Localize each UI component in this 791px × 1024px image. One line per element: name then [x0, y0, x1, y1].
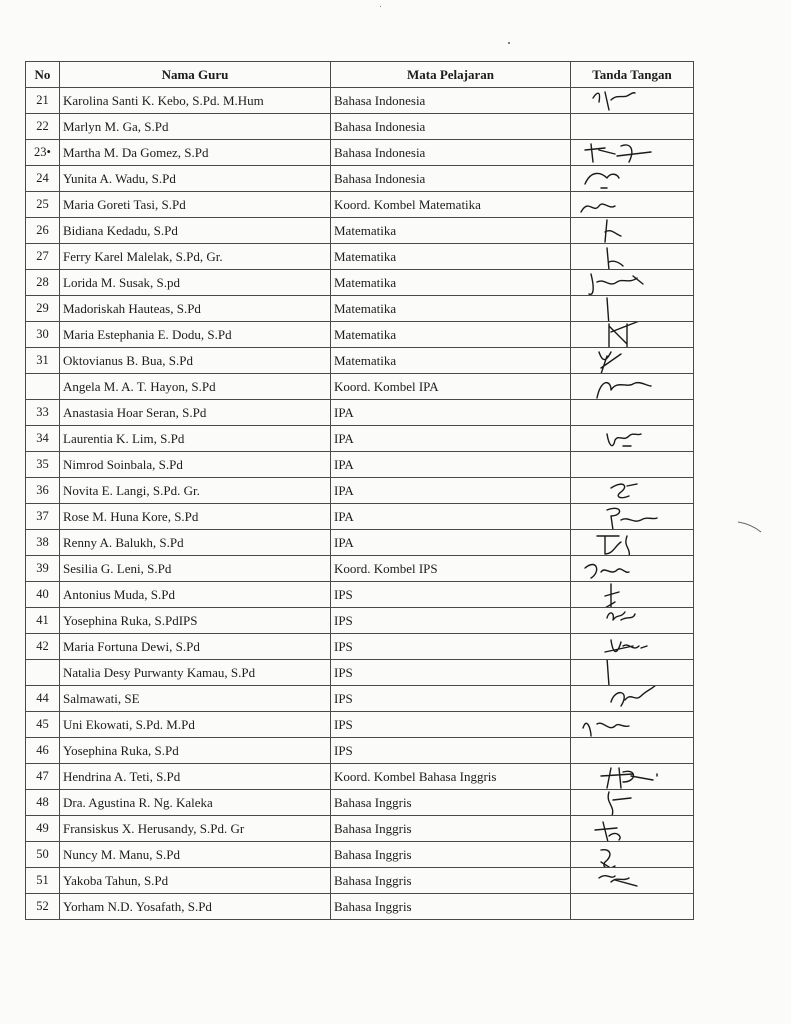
row-number: 33 [26, 400, 60, 426]
handwritten-signature [571, 608, 691, 634]
teacher-name: Oktovianus B. Bua, S.Pd [60, 348, 331, 374]
signature-cell [571, 790, 694, 816]
row-number: 29 [26, 296, 60, 322]
teacher-name: Marlyn M. Ga, S.Pd [60, 114, 331, 140]
table-row [26, 582, 694, 608]
subject-name: IPS [331, 712, 571, 738]
table-row [26, 556, 694, 582]
signature-cell [571, 530, 694, 556]
handwritten-signature [571, 686, 691, 712]
handwritten-signature [571, 348, 691, 374]
table-row [26, 868, 694, 894]
subject-name: Matematika [331, 270, 571, 296]
signature-cell [571, 608, 694, 634]
teacher-name: Hendrina A. Teti, S.Pd [60, 764, 331, 790]
signature-cell [571, 816, 694, 842]
handwritten-signature [571, 244, 691, 270]
row-number: 42 [26, 634, 60, 660]
subject-name: Koord. Kombel Bahasa Inggris [331, 764, 571, 790]
row-number: 51 [26, 868, 60, 894]
handwritten-signature [571, 478, 691, 504]
table-row [26, 686, 694, 712]
header-row [26, 62, 694, 88]
teacher-name: Uni Ekowati, S.Pd. M.Pd [60, 712, 331, 738]
subject-name: IPS [331, 686, 571, 712]
signature-cell [571, 114, 694, 140]
table-row [26, 270, 694, 296]
subject-name: IPA [331, 452, 571, 478]
subject-name: IPS [331, 608, 571, 634]
table-row [26, 816, 694, 842]
col-header-subject: Mata Pelajaran [331, 62, 571, 88]
table-row [26, 140, 694, 166]
row-number: 35 [26, 452, 60, 478]
table-row [26, 88, 694, 114]
subject-name: Bahasa Inggris [331, 842, 571, 868]
subject-name: Matematika [331, 296, 571, 322]
teacher-name: Novita E. Langi, S.Pd. Gr. [60, 478, 331, 504]
handwritten-signature [571, 530, 691, 556]
paper-speck [380, 6, 381, 7]
table-row [26, 712, 694, 738]
teacher-name: Sesilia G. Leni, S.Pd [60, 556, 331, 582]
teacher-name: Renny A. Balukh, S.Pd [60, 530, 331, 556]
stray-pen-mark [737, 520, 763, 534]
table-row [26, 296, 694, 322]
subject-name: IPA [331, 426, 571, 452]
teacher-name: Yosephina Ruka, S.PdIPS [60, 608, 331, 634]
table-row [26, 894, 694, 920]
handwritten-signature [571, 270, 691, 296]
signature-cell [571, 270, 694, 296]
table-row [26, 244, 694, 270]
teacher-name: Yakoba Tahun, S.Pd [60, 868, 331, 894]
signature-cell [571, 764, 694, 790]
handwritten-signature [571, 842, 691, 868]
row-number: 24 [26, 166, 60, 192]
row-number: 22 [26, 114, 60, 140]
row-number: 44 [26, 686, 60, 712]
table-row [26, 400, 694, 426]
col-header-signature: Tanda Tangan [571, 62, 694, 88]
signature-cell [571, 322, 694, 348]
signature-cell [571, 348, 694, 374]
table-body [26, 88, 694, 920]
col-header-name: Nama Guru [60, 62, 331, 88]
subject-name: Matematika [331, 244, 571, 270]
handwritten-signature [571, 556, 691, 582]
teacher-name: Laurentia K. Lim, S.Pd [60, 426, 331, 452]
teacher-name: Maria Estephania E. Dodu, S.Pd [60, 322, 331, 348]
signature-cell [571, 140, 694, 166]
signature-cell [571, 894, 694, 920]
signature-cell [571, 842, 694, 868]
teacher-name: Yunita A. Wadu, S.Pd [60, 166, 331, 192]
table-row [26, 192, 694, 218]
row-number: 46 [26, 738, 60, 764]
subject-name: Bahasa Indonesia [331, 88, 571, 114]
handwritten-signature [571, 764, 691, 790]
row-number: 27 [26, 244, 60, 270]
subject-name: Bahasa Inggris [331, 790, 571, 816]
teacher-name: Maria Fortuna Dewi, S.Pd [60, 634, 331, 660]
teacher-name: Salmawati, SE [60, 686, 331, 712]
subject-name: Bahasa Indonesia [331, 166, 571, 192]
col-header-no: No [26, 62, 60, 88]
table-row [26, 842, 694, 868]
handwritten-signature [571, 660, 691, 686]
teacher-name: Fransiskus X. Herusandy, S.Pd. Gr [60, 816, 331, 842]
row-number: 40 [26, 582, 60, 608]
subject-name: Bahasa Indonesia [331, 140, 571, 166]
table-row [26, 322, 694, 348]
signature-cell [571, 582, 694, 608]
table-row [26, 374, 694, 400]
signature-cell [571, 218, 694, 244]
table-row [26, 478, 694, 504]
subject-name: Koord. Kombel IPA [331, 374, 571, 400]
handwritten-signature [571, 426, 691, 452]
signature-cell [571, 88, 694, 114]
subject-name: Matematika [331, 322, 571, 348]
row-number: 34 [26, 426, 60, 452]
table-row [26, 218, 694, 244]
subject-name: IPA [331, 478, 571, 504]
subject-name: Bahasa Inggris [331, 894, 571, 920]
row-number: 39 [26, 556, 60, 582]
teacher-name: Angela M. A. T. Hayon, S.Pd [60, 374, 331, 400]
row-number: 21 [26, 88, 60, 114]
teacher-name: Karolina Santi K. Kebo, S.Pd. M.Hum [60, 88, 331, 114]
signature-cell [571, 634, 694, 660]
row-number: 41 [26, 608, 60, 634]
table-row [26, 764, 694, 790]
table-row [26, 166, 694, 192]
row-number: 36 [26, 478, 60, 504]
subject-name: Bahasa Indonesia [331, 114, 571, 140]
table-row [26, 348, 694, 374]
handwritten-signature [571, 88, 691, 114]
row-number: 26 [26, 218, 60, 244]
teacher-name: Martha M. Da Gomez, S.Pd [60, 140, 331, 166]
row-number: 47 [26, 764, 60, 790]
subject-name: IPS [331, 582, 571, 608]
signature-cell [571, 400, 694, 426]
teacher-name: Dra. Agustina R. Ng. Kaleka [60, 790, 331, 816]
row-number: 48 [26, 790, 60, 816]
row-number: 45 [26, 712, 60, 738]
attendance-table [25, 61, 694, 920]
signature-cell [571, 868, 694, 894]
handwritten-signature [571, 504, 691, 530]
signature-cell [571, 686, 694, 712]
teacher-name: Antonius Muda, S.Pd [60, 582, 331, 608]
row-number: 25 [26, 192, 60, 218]
handwritten-signature [571, 322, 691, 348]
signature-cell [571, 504, 694, 530]
signature-cell [571, 244, 694, 270]
row-number: 38 [26, 530, 60, 556]
subject-name: IPS [331, 660, 571, 686]
subject-name: Matematika [331, 218, 571, 244]
signature-cell [571, 452, 694, 478]
handwritten-signature [571, 790, 691, 816]
handwritten-signature [571, 296, 691, 322]
teacher-name: Yosephina Ruka, S.Pd [60, 738, 331, 764]
handwritten-signature [571, 712, 691, 738]
signature-cell [571, 556, 694, 582]
handwritten-signature [571, 192, 691, 218]
handwritten-signature [571, 582, 691, 608]
teacher-name: Rose M. Huna Kore, S.Pd [60, 504, 331, 530]
row-number: 52 [26, 894, 60, 920]
handwritten-signature [571, 634, 691, 660]
table-row [26, 790, 694, 816]
paper-speck [508, 42, 510, 44]
table-row [26, 608, 694, 634]
signature-cell [571, 478, 694, 504]
subject-name: IPA [331, 400, 571, 426]
table-row [26, 114, 694, 140]
table-row [26, 634, 694, 660]
table-row [26, 660, 694, 686]
signature-cell [571, 738, 694, 764]
row-number: 37 [26, 504, 60, 530]
subject-name: IPA [331, 530, 571, 556]
table-row [26, 452, 694, 478]
teacher-name: Lorida M. Susak, S.pd [60, 270, 331, 296]
teacher-name: Natalia Desy Purwanty Kamau, S.Pd [60, 660, 331, 686]
signature-cell [571, 712, 694, 738]
signature-cell [571, 192, 694, 218]
table-row [26, 426, 694, 452]
teacher-name: Madoriskah Hauteas, S.Pd [60, 296, 331, 322]
handwritten-signature [571, 140, 691, 166]
handwritten-signature [571, 166, 691, 192]
signature-cell [571, 296, 694, 322]
row-number: 50 [26, 842, 60, 868]
teacher-name: Bidiana Kedadu, S.Pd [60, 218, 331, 244]
signature-cell [571, 426, 694, 452]
handwritten-signature [571, 868, 691, 894]
teacher-name: Nimrod Soinbala, S.Pd [60, 452, 331, 478]
subject-name: Bahasa Inggris [331, 868, 571, 894]
signature-cell [571, 166, 694, 192]
teacher-name: Yorham N.D. Yosafath, S.Pd [60, 894, 331, 920]
teacher-name: Nuncy M. Manu, S.Pd [60, 842, 331, 868]
teacher-name: Maria Goreti Tasi, S.Pd [60, 192, 331, 218]
handwritten-signature [571, 374, 691, 400]
table-row [26, 504, 694, 530]
row-number: 31 [26, 348, 60, 374]
table-row [26, 530, 694, 556]
teacher-name: Ferry Karel Malelak, S.Pd, Gr. [60, 244, 331, 270]
subject-name: Koord. Kombel IPS [331, 556, 571, 582]
row-number: 30 [26, 322, 60, 348]
row-number: 28 [26, 270, 60, 296]
handwritten-signature [571, 218, 691, 244]
subject-name: Matematika [331, 348, 571, 374]
signature-cell [571, 374, 694, 400]
subject-name: IPS [331, 738, 571, 764]
row-number: 23• [26, 140, 60, 166]
row-number [26, 374, 60, 400]
row-number [26, 660, 60, 686]
subject-name: IPS [331, 634, 571, 660]
handwritten-signature [571, 816, 691, 842]
subject-name: Bahasa Inggris [331, 816, 571, 842]
row-number: 49 [26, 816, 60, 842]
signature-cell [571, 660, 694, 686]
subject-name: Koord. Kombel Matematika [331, 192, 571, 218]
table-row [26, 738, 694, 764]
subject-name: IPA [331, 504, 571, 530]
teacher-name: Anastasia Hoar Seran, S.Pd [60, 400, 331, 426]
